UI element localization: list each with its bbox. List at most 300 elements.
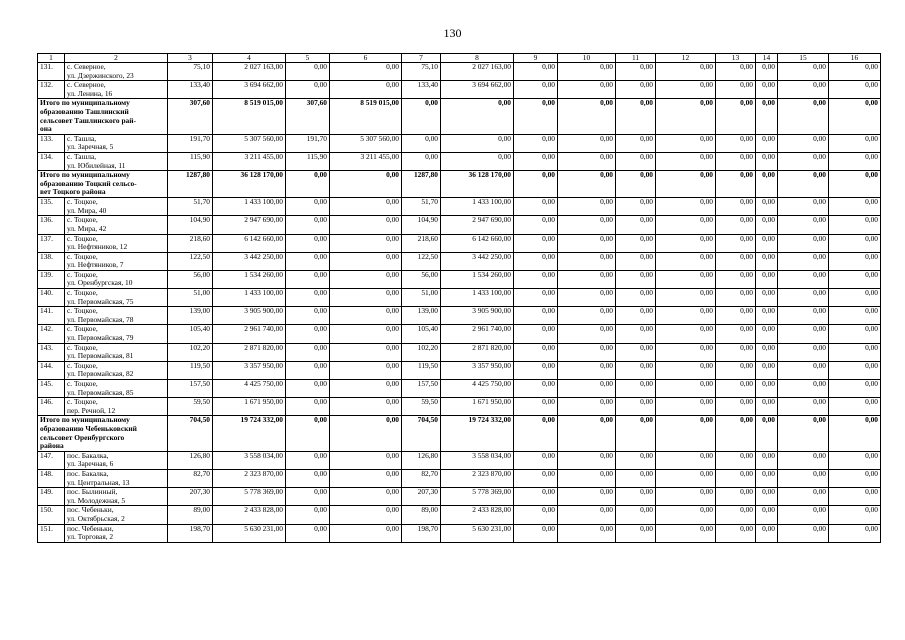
subtotal-label-line: она [40,124,52,134]
value-cell: 0,00 [286,198,330,216]
value-cell: 3 905 900,00 [441,307,514,325]
value-cell: 0,00 [716,361,756,379]
value-cell: 0,00 [656,216,716,234]
value-cell: 0,00 [756,524,778,542]
address-line: ул. Заречная, 6 [67,459,114,469]
value-cell: 0,00 [616,380,656,398]
value-cell: 0,00 [756,289,778,307]
address-cell [65,307,168,325]
value-cell: 8 519 015,00 [330,99,402,134]
value-cell: 0,00 [514,325,558,343]
value-cell: 0,00 [778,361,829,379]
address-line: ул. Мира, 42 [67,223,107,233]
column-number: 10 [558,54,616,63]
value-cell: 0,00 [829,380,881,398]
column-number: 9 [514,54,558,63]
value-cell: 0,00 [756,216,778,234]
value-cell: 6 142 660,00 [213,234,286,252]
value-cell: 104,90 [168,216,213,234]
address-line: ул. Первомайская, 75 [67,296,134,306]
address-cell [65,488,168,506]
value-cell: 0,00 [616,234,656,252]
value-cell: 0,00 [616,398,656,416]
address-cell [65,289,168,307]
value-cell: 0,00 [778,81,829,99]
value-cell: 704,50 [168,416,213,451]
value-cell: 0,00 [558,134,616,152]
value-cell: 1 534 260,00 [213,270,286,288]
address-line: ул. Первомайская, 82 [67,369,134,379]
address-line: пер. Речной, 12 [67,405,116,415]
value-cell: 0,00 [558,171,616,198]
value-cell: 0,00 [558,307,616,325]
value-cell: 0,00 [558,152,616,170]
value-cell: 133,40 [402,81,441,99]
value-cell: 89,00 [402,506,441,524]
value-cell: 0,00 [829,488,881,506]
data-table [37,53,881,543]
value-cell: 0,00 [716,134,756,152]
table-row [38,469,881,487]
value-cell: 0,00 [656,234,716,252]
value-cell: 0,00 [756,451,778,469]
value-cell: 3 442 250,00 [213,252,286,270]
value-cell: 0,00 [778,289,829,307]
value-cell: 0,00 [756,506,778,524]
row-number: 142. [38,325,65,343]
value-cell: 198,70 [168,524,213,542]
column-number: 12 [656,54,716,63]
address-cell [65,398,168,416]
value-cell: 0,00 [616,270,656,288]
value-cell: 0,00 [286,270,330,288]
value-cell: 3 905 900,00 [213,307,286,325]
value-cell: 0,00 [616,198,656,216]
address-line: с. Ташла, [67,134,97,143]
column-number: 1 [38,54,65,63]
row-number: 144. [38,361,65,379]
value-cell: 0,00 [514,289,558,307]
address-cell [65,506,168,524]
value-cell: 0,00 [330,380,402,398]
value-cell: 0,00 [330,307,402,325]
value-cell: 0,00 [656,398,716,416]
value-cell: 0,00 [514,234,558,252]
value-cell: 0,00 [286,524,330,542]
value-cell: 0,00 [756,488,778,506]
value-cell: 704,50 [402,416,441,451]
value-cell: 0,00 [514,252,558,270]
value-cell: 0,00 [514,171,558,198]
value-cell: 0,00 [778,99,829,134]
value-cell: 1 433 100,00 [441,198,514,216]
value-cell: 218,60 [168,234,213,252]
value-cell: 0,00 [829,152,881,170]
value-cell: 0,00 [616,134,656,152]
value-cell: 139,00 [402,307,441,325]
value-cell: 0,00 [716,198,756,216]
column-number: 13 [716,54,756,63]
value-cell: 0,00 [558,451,616,469]
value-cell: 0,00 [514,152,558,170]
address-line: ул. Мира, 40 [67,205,107,215]
value-cell: 0,00 [756,81,778,99]
value-cell: 1 433 100,00 [213,289,286,307]
subtotal-label-line: Итого по муниципальному [40,170,130,180]
value-cell: 0,00 [656,171,716,198]
value-cell: 0,00 [756,469,778,487]
value-cell: 0,00 [829,234,881,252]
value-cell: 0,00 [756,63,778,81]
value-cell: 8 519 015,00 [213,99,286,134]
value-cell: 51,70 [168,198,213,216]
value-cell: 4 425 750,00 [213,380,286,398]
value-cell: 1 534 260,00 [441,270,514,288]
value-cell: 0,00 [616,524,656,542]
address-cell [65,270,168,288]
value-cell: 0,00 [829,398,881,416]
value-cell: 0,00 [441,152,514,170]
table-row [38,234,881,252]
table-row [38,63,881,81]
value-cell: 0,00 [778,380,829,398]
address-cell [65,234,168,252]
row-number: 149. [38,488,65,506]
value-cell: 0,00 [558,524,616,542]
value-cell: 0,00 [778,198,829,216]
value-cell: 75,10 [168,63,213,81]
value-cell: 0,00 [756,343,778,361]
value-cell: 51,00 [168,289,213,307]
row-number: 135. [38,198,65,216]
column-number: 16 [829,54,881,63]
row-number: 141. [38,307,65,325]
value-cell: 0,00 [330,488,402,506]
value-cell: 0,00 [616,506,656,524]
value-cell: 0,00 [330,416,402,451]
value-cell: 89,00 [168,506,213,524]
value-cell: 115,90 [286,152,330,170]
table-row [38,380,881,398]
value-cell: 0,00 [656,270,716,288]
subtotal-label-line: сельсовет Оренбургского [40,432,125,442]
value-cell: 0,00 [778,152,829,170]
value-cell: 0,00 [778,63,829,81]
value-cell: 126,80 [402,451,441,469]
value-cell: 0,00 [716,63,756,81]
value-cell: 0,00 [656,451,716,469]
value-cell: 115,90 [168,152,213,170]
value-cell: 307,60 [286,99,330,134]
address-line: ул. Нефтяников, 12 [67,242,128,252]
value-cell: 0,00 [778,469,829,487]
value-cell: 3 357 950,00 [213,361,286,379]
value-cell: 0,00 [286,307,330,325]
value-cell: 0,00 [330,81,402,99]
value-cell: 0,00 [778,307,829,325]
value-cell: 0,00 [656,506,716,524]
value-cell: 0,00 [756,307,778,325]
value-cell: 0,00 [756,361,778,379]
value-cell: 0,00 [716,289,756,307]
value-cell: 0,00 [330,270,402,288]
value-cell: 0,00 [286,451,330,469]
value-cell: 0,00 [616,361,656,379]
value-cell: 119,50 [402,361,441,379]
value-cell: 0,00 [656,524,716,542]
value-cell: 0,00 [514,469,558,487]
value-cell: 0,00 [286,252,330,270]
value-cell: 6 142 660,00 [441,234,514,252]
value-cell: 0,00 [716,343,756,361]
value-cell: 3 558 034,00 [213,451,286,469]
value-cell: 3 211 455,00 [330,152,402,170]
value-cell: 0,00 [716,451,756,469]
value-cell: 56,00 [402,270,441,288]
value-cell: 0,00 [514,81,558,99]
address-cell [65,216,168,234]
value-cell: 0,00 [656,416,716,451]
address-line: ул. Первомайская, 81 [67,351,134,361]
value-cell: 0,00 [558,63,616,81]
value-cell: 0,00 [330,198,402,216]
value-cell: 2 323 870,00 [441,469,514,487]
value-cell: 0,00 [616,325,656,343]
value-cell: 104,90 [402,216,441,234]
value-cell: 0,00 [778,488,829,506]
value-cell: 2 433 828,00 [441,506,514,524]
value-cell: 0,00 [778,506,829,524]
value-cell: 0,00 [656,469,716,487]
value-cell: 19 724 332,00 [213,416,286,451]
value-cell: 5 778 369,00 [441,488,514,506]
table-row [38,270,881,288]
value-cell: 2 961 740,00 [441,325,514,343]
value-cell: 0,00 [756,252,778,270]
value-cell: 0,00 [716,216,756,234]
value-cell: 0,00 [829,416,881,451]
subtotal-label [38,416,168,451]
address-line: ул. Ленина, 16 [67,88,113,98]
address-line: ул. Молодежная, 5 [67,495,126,505]
value-cell: 0,00 [514,380,558,398]
value-cell: 0,00 [558,506,616,524]
address-cell [65,524,168,542]
value-cell: 0,00 [829,361,881,379]
value-cell: 157,50 [168,380,213,398]
row-number: 150. [38,506,65,524]
value-cell: 0,00 [829,63,881,81]
value-cell: 0,00 [616,307,656,325]
value-cell: 0,00 [756,234,778,252]
value-cell: 0,00 [756,171,778,198]
table-row [38,488,881,506]
value-cell: 0,00 [829,289,881,307]
value-cell: 0,00 [716,81,756,99]
value-cell: 0,00 [558,488,616,506]
value-cell: 0,00 [286,289,330,307]
value-cell: 1 671 950,00 [213,398,286,416]
address-line: ул. Центральная, 13 [67,477,130,487]
value-cell: 0,00 [778,270,829,288]
value-cell: 0,00 [656,343,716,361]
address-cell [65,361,168,379]
value-cell: 0,00 [656,81,716,99]
value-cell: 0,00 [829,307,881,325]
value-cell: 0,00 [558,99,616,134]
value-cell: 0,00 [514,198,558,216]
address-line: с. Тоцкое, [67,306,98,316]
value-cell: 0,00 [558,398,616,416]
address-line: с. Тоцкое, [67,343,98,352]
value-cell: 0,00 [656,99,716,134]
value-cell: 59,50 [402,398,441,416]
value-cell: 5 307 560,00 [213,134,286,152]
value-cell: 0,00 [778,451,829,469]
value-cell: 4 425 750,00 [441,380,514,398]
value-cell: 0,00 [829,134,881,152]
subtotal-row [38,99,881,134]
column-number: 3 [168,54,213,63]
value-cell: 1 433 100,00 [441,289,514,307]
value-cell: 0,00 [716,252,756,270]
address-line: с. Тоцкое, [67,197,98,207]
value-cell: 0,00 [514,63,558,81]
row-number: 133. [38,134,65,152]
table-row [38,325,881,343]
value-cell: 139,00 [168,307,213,325]
value-cell: 3 442 250,00 [441,252,514,270]
value-cell: 0,00 [286,361,330,379]
value-cell: 0,00 [716,234,756,252]
value-cell: 0,00 [829,198,881,216]
value-cell: 0,00 [558,469,616,487]
value-cell: 0,00 [656,380,716,398]
address-line: с. Тоцкое, [67,234,98,243]
address-cell [65,134,168,152]
value-cell: 157,50 [402,380,441,398]
value-cell: 0,00 [778,343,829,361]
value-cell: 0,00 [286,416,330,451]
table-row [38,524,881,542]
address-line: ул. Октябрьская, 2 [67,513,125,523]
address-line: пос. Бакалка, [67,469,109,478]
value-cell: 0,00 [716,488,756,506]
column-number: 4 [213,54,286,63]
value-cell: 0,00 [514,451,558,469]
table-row [38,152,881,170]
value-cell: 0,00 [514,488,558,506]
value-cell: 0,00 [286,234,330,252]
value-cell: 0,00 [829,81,881,99]
value-cell: 0,00 [829,325,881,343]
value-cell: 0,00 [616,152,656,170]
value-cell: 0,00 [716,270,756,288]
address-line: пос. Чебеньки, [67,505,114,515]
value-cell: 0,00 [656,152,716,170]
value-cell: 198,70 [402,524,441,542]
value-cell: 0,00 [656,252,716,270]
value-cell: 1 433 100,00 [213,198,286,216]
value-cell: 36 128 170,00 [441,171,514,198]
value-cell: 51,70 [402,198,441,216]
table-row [38,361,881,379]
value-cell: 1287,80 [402,171,441,198]
address-line: ул. Оренбургская, 10 [67,278,133,288]
value-cell: 0,00 [716,416,756,451]
table-row [38,398,881,416]
address-cell [65,252,168,270]
value-cell: 0,00 [330,171,402,198]
value-cell: 0,00 [829,343,881,361]
value-cell: 0,00 [778,416,829,451]
address-line: пос. Былинный, [67,487,118,497]
table-row [38,198,881,216]
value-cell: 3 211 455,00 [213,152,286,170]
subtotal-row [38,416,881,451]
value-cell: 0,00 [778,171,829,198]
address-cell [65,343,168,361]
value-cell: 0,00 [716,524,756,542]
value-cell: 0,00 [514,361,558,379]
value-cell: 0,00 [829,451,881,469]
row-number: 145. [38,380,65,398]
value-cell: 0,00 [558,343,616,361]
value-cell: 0,00 [441,99,514,134]
value-cell: 5 630 231,00 [213,524,286,542]
value-cell: 0,00 [286,81,330,99]
value-cell: 0,00 [558,289,616,307]
value-cell: 0,00 [756,134,778,152]
value-cell: 0,00 [656,325,716,343]
address-cell [65,451,168,469]
table-body [38,54,881,543]
row-number: 151. [38,524,65,542]
value-cell: 0,00 [756,270,778,288]
address-line: пос. Бакалка, [67,451,109,460]
value-cell: 0,00 [778,524,829,542]
value-cell: 0,00 [558,252,616,270]
value-cell: 0,00 [330,469,402,487]
value-cell: 0,00 [829,506,881,524]
value-cell: 0,00 [330,216,402,234]
value-cell: 0,00 [656,488,716,506]
value-cell: 0,00 [514,416,558,451]
address-line: с. Северное, [67,62,106,71]
value-cell: 191,70 [286,134,330,152]
value-cell: 0,00 [716,380,756,398]
column-number-header [38,54,881,63]
value-cell: 0,00 [402,134,441,152]
row-number: 138. [38,252,65,270]
value-cell: 0,00 [286,506,330,524]
value-cell: 3 694 662,00 [213,81,286,99]
value-cell: 0,00 [829,524,881,542]
row-number: 136. [38,216,65,234]
value-cell: 0,00 [514,506,558,524]
value-cell: 0,00 [616,252,656,270]
value-cell: 0,00 [616,63,656,81]
row-number: 146. [38,398,65,416]
value-cell: 0,00 [330,234,402,252]
value-cell: 102,20 [168,343,213,361]
value-cell: 0,00 [656,361,716,379]
value-cell: 0,00 [558,361,616,379]
row-number: 140. [38,289,65,307]
value-cell: 0,00 [656,289,716,307]
value-cell: 2 433 828,00 [213,506,286,524]
address-cell [65,63,168,81]
